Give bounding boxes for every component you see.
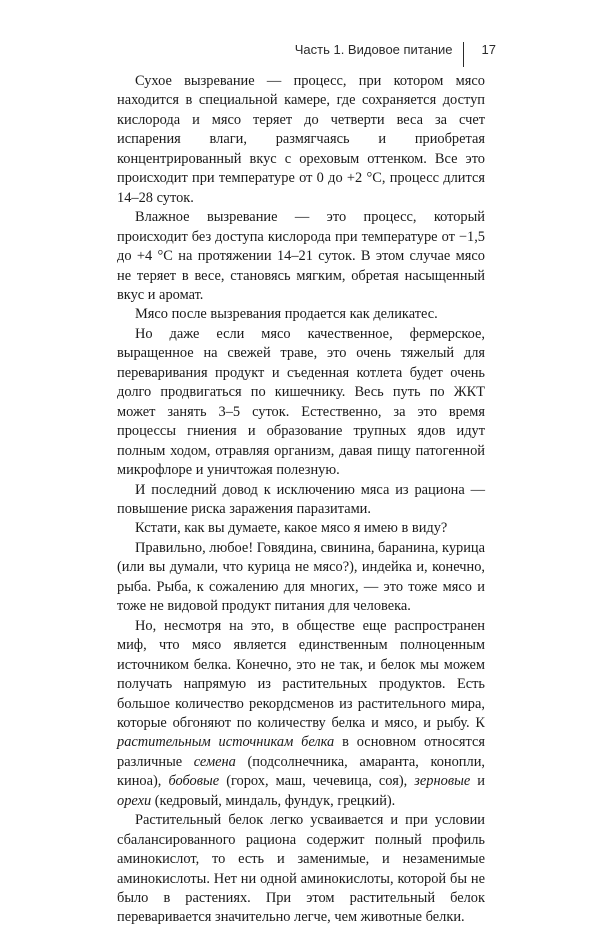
paragraph bbox=[117, 325, 485, 481]
text-run: Кстати, как вы думаете, какое мясо я имею в виду? bbox=[135, 520, 448, 537]
paragraph bbox=[117, 539, 485, 617]
paragraph bbox=[117, 208, 485, 305]
paragraph bbox=[117, 519, 485, 538]
emphasis-text: зерновые bbox=[414, 773, 471, 790]
text-run: Влажное вызревание — это процесс, который происходит без доступа кислорода при температуре от −1,5 до +4 °С на протяжении 14–21 суток. В этом случае мясо не теряет в весе, становясь мягким, обретая насыщенный вкус и аромат. bbox=[117, 209, 485, 303]
text-run: Но, несмотря на это, в обществе еще распространен миф, что мясо является единственным полноценным источником белка. Конечно, это не так, и белок мы можем получать напрямую из растительных продуктов. Есть большое количество рекордсменов из растительного мира, которые обгоняют по количеству белка и мясо, и рыбу. К bbox=[117, 617, 485, 731]
page-number: 17 bbox=[481, 42, 496, 57]
text-run: И последний довод к исключению мяса из рациона — повышение риска заражения паразитами. bbox=[117, 481, 485, 517]
emphasis-text: бобовые bbox=[168, 773, 220, 790]
text-run: Мясо после вызревания продается как деликатес. bbox=[135, 306, 438, 323]
text-run: (кедровый, миндаль, фундук, грецкий). bbox=[151, 792, 396, 809]
body-text bbox=[117, 72, 485, 928]
text-run: (подсолнечника, амаранта, конопли, киноа), bbox=[117, 753, 485, 790]
paragraph bbox=[117, 617, 485, 812]
paragraph bbox=[117, 72, 485, 208]
text-run: Сухое вызревание — процесс, при котором мясо находится в специальной камере, где сохраняется доступ кислорода и мясо теряет до четверти веса за счет испарения влаги, размягчаясь и приобретая концентрированный вкус с ореховым оттенком. Все это происходит при температуре от 0 до +2 °С, процесс длится 14–28 суток. bbox=[117, 73, 485, 206]
running-header bbox=[295, 42, 496, 67]
text-run: (горох, маш, чечевица, соя), bbox=[219, 773, 415, 790]
paragraph bbox=[117, 811, 485, 928]
text-run: Правильно, любое! Говядина, свинина, баранина, курица (или вы думали, что курица не мясо?), индейка и, конечно, рыба. Рыба, к сожалению для многих, — это тоже мясо и тоже не видовой продукт питания для человека. bbox=[117, 539, 486, 615]
emphasis-text: растительным источникам белка bbox=[117, 734, 335, 751]
paragraph bbox=[117, 305, 485, 324]
text-run: Но даже если мясо качественное, фермерское, выращенное на свежей траве, это очень тяжелый для переваривания продукт и съеденная котлета будет очень долго продвигаться по кишечнику. Весь путь по ЖКТ может занять 3–5 суток. Естественно, за это время процессы гниения и образование трупных ядов идут полным ходом, отравляя организм, давая пищу патогенной микрофлоре и уничтожая полезную. bbox=[117, 325, 485, 479]
text-run: и bbox=[470, 773, 485, 790]
emphasis-text: орехи bbox=[117, 792, 152, 809]
emphasis-text: семена bbox=[193, 753, 236, 770]
text-run: Растительный белок легко усваивается и при условии сбалансированного рациона содержит полный профиль аминокислот, то есть и заменимые, и незаменимые аминокислоты. Нет ни одной аминокислоты, которой бы не было в растениях. При этом растительный белок переваривается значительно легче, чем животные белки. bbox=[117, 812, 485, 926]
text-run: в основном относятся различные bbox=[117, 734, 485, 770]
paragraph bbox=[117, 481, 485, 520]
section-title: Часть 1. Видовое питание bbox=[294, 42, 453, 57]
